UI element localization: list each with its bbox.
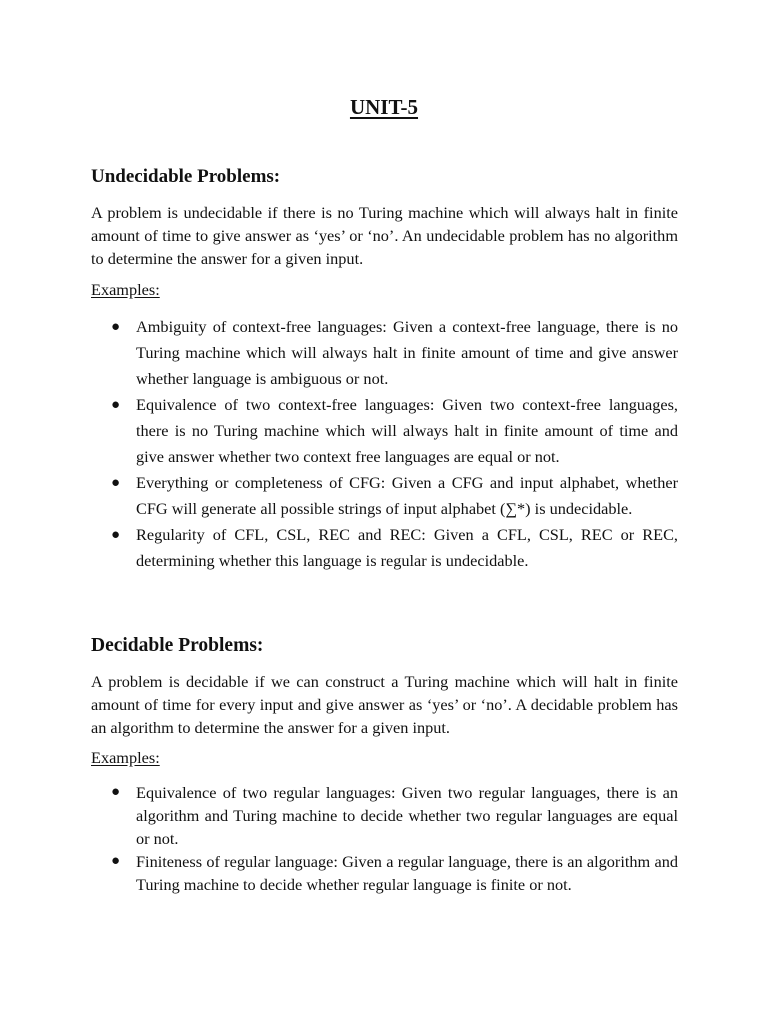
bullet-icon: ●: [111, 853, 121, 869]
list-item-text: Everything or completeness of CFG: Given a CFG and input alphabet, whether CFG will generate all possible strings of input alphabet (∑*) is undecidable.: [136, 473, 678, 518]
page-title: UNIT-5: [349, 95, 419, 119]
list-item: [91, 314, 678, 392]
list-item-text: Equivalence of two context-free languages: Given two context-free languages, there is no Turing machine which will always halt in finite amount of time and give answer whether two context free languages are equal or not.: [136, 395, 678, 466]
decidable-paragraph: A problem is decidable if we can construct a Turing machine which will halt in finite amount of time for every input and give answer as ‘yes’ or ‘no’. A decidable problem has an algorithm to determine the answer for a given input.: [91, 672, 678, 737]
undecidable-examples-list: [91, 314, 678, 574]
list-item: [91, 392, 678, 470]
list-item-text: Equivalence of two regular languages: Given two regular languages, there is an algorithm and Turing machine to decide whether two regular languages are equal or not.: [136, 783, 678, 848]
list-item-text: Regularity of CFL, CSL, REC and REC: Given a CFL, CSL, REC or REC, determining whether this language is regular is undecidable.: [136, 525, 678, 570]
bullet-icon: ●: [111, 319, 121, 335]
undecidable-heading: Undecidable Problems:: [91, 166, 281, 187]
list-item: [91, 522, 678, 574]
bullet-icon: ●: [111, 527, 121, 543]
list-item: [91, 470, 678, 522]
list-item: [91, 781, 678, 850]
decidable-examples-list: [91, 781, 678, 896]
list-item-text: Finiteness of regular language: Given a regular language, there is an algorithm and Turing machine to decide whether regular language is finite or not.: [136, 852, 678, 894]
bullet-icon: ●: [111, 397, 121, 413]
list-item-text: Ambiguity of context-free languages: Given a context-free language, there is no Turing machine which will always halt in finite amount of time and give answer whether language is ambiguous or not.: [136, 317, 678, 388]
bullet-icon: ●: [111, 784, 121, 800]
undecidable-paragraph: A problem is undecidable if there is no Turing machine which will always halt in finite amount of time to give answer as ‘yes’ or ‘no’. An undecidable problem has no algorithm to determine the answer for a given input.: [91, 203, 678, 268]
decidable-heading: Decidable Problems:: [91, 635, 264, 656]
decidable-examples-label: Examples:: [91, 748, 160, 767]
bullet-icon: ●: [111, 475, 121, 491]
undecidable-examples-label: Examples:: [91, 280, 160, 299]
list-item: [91, 850, 678, 896]
